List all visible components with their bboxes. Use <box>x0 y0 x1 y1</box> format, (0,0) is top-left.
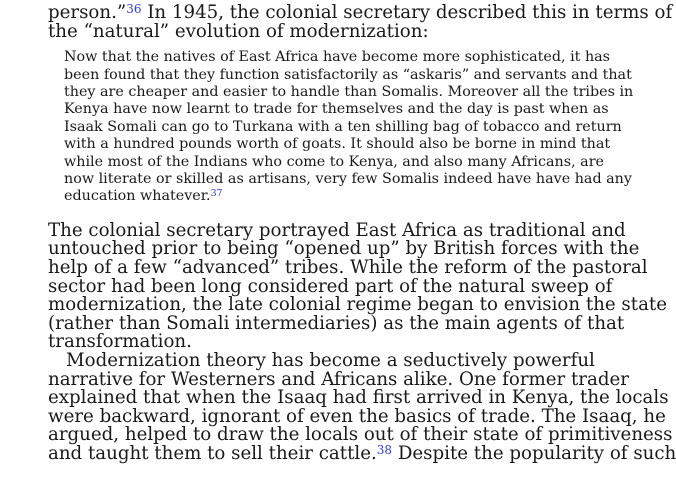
quote-line: with a hundred pounds worth of goats. It should also be borne in mind that <box>64 136 611 153</box>
text-line: argued, helped to draw the locals out of their state of primitiveness <box>48 424 673 446</box>
text-line: help of a few “advanced” tribes. While the reform of the pastoral <box>48 257 648 279</box>
text-line: sector had been long considered part of the natural sweep of <box>48 275 613 297</box>
document-page <box>48 1 676 464</box>
paragraph-3 <box>48 350 676 464</box>
footnote-ref-36[interactable]: 36 <box>126 1 142 16</box>
text-line: were backward, ignorant of even the basics of trade. The Isaaq, he <box>48 405 666 427</box>
text-span: Despite the popularity of such <box>392 442 676 464</box>
text-line: the “natural” evolution of modernization: <box>48 20 429 42</box>
text-span: and taught them to sell their cattle. <box>48 442 377 464</box>
quote-line: Now that the natives of East Africa have become more sophisticated, it has <box>64 49 611 66</box>
quote-line: they are cheaper and easier to handle than Somalis. Moreover all the tribes in <box>64 84 634 100</box>
text-line <box>48 1 673 23</box>
text-line: untouched prior to being “opened up” by British forces with the <box>48 238 640 260</box>
text-span: In 1945, the colonial secretary described this in terms of <box>141 2 673 23</box>
text-line <box>48 442 676 464</box>
quote-line <box>64 188 587 205</box>
footnote-ref-37[interactable]: 37 <box>210 188 223 200</box>
quote-line: Isaak Somali can go to Turkana with a ten shilling bag of tobacco and return <box>64 118 622 135</box>
block-quote <box>64 49 634 206</box>
text-line: explained that when the Isaaq had first arrived in Kenya, the locals <box>48 387 669 409</box>
text-line: (rather than Somali intermediaries) as the main agents of that <box>48 312 625 334</box>
paragraph-top <box>48 1 673 42</box>
text-span: education whatever. <box>64 188 211 205</box>
text-line: transformation. <box>48 331 192 353</box>
text-line: The colonial secretary portrayed East Africa as traditional and <box>48 219 626 241</box>
quote-line: been found that they function satisfactorily as “askaris” and servants and that <box>64 66 632 83</box>
text-line: Modernization theory has become a seductively powerful <box>66 350 595 371</box>
quote-line: now literate or skilled as artisans, very few Somalis indeed have have had any <box>64 171 632 188</box>
text-line: narrative for Westerners and Africans alike. One former trader <box>48 368 629 390</box>
paragraph-2 <box>48 219 667 353</box>
quote-line: Kenya have now learnt to trade for themselves and the day is past when as <box>64 101 609 118</box>
footnote-ref-38[interactable]: 38 <box>376 442 393 457</box>
quote-line: while most of the Indians who come to Kenya, and also many Africans, are <box>64 153 604 170</box>
text-span: person.” <box>48 2 127 23</box>
text-line: modernization, the late colonial regime began to envision the state <box>48 294 667 316</box>
